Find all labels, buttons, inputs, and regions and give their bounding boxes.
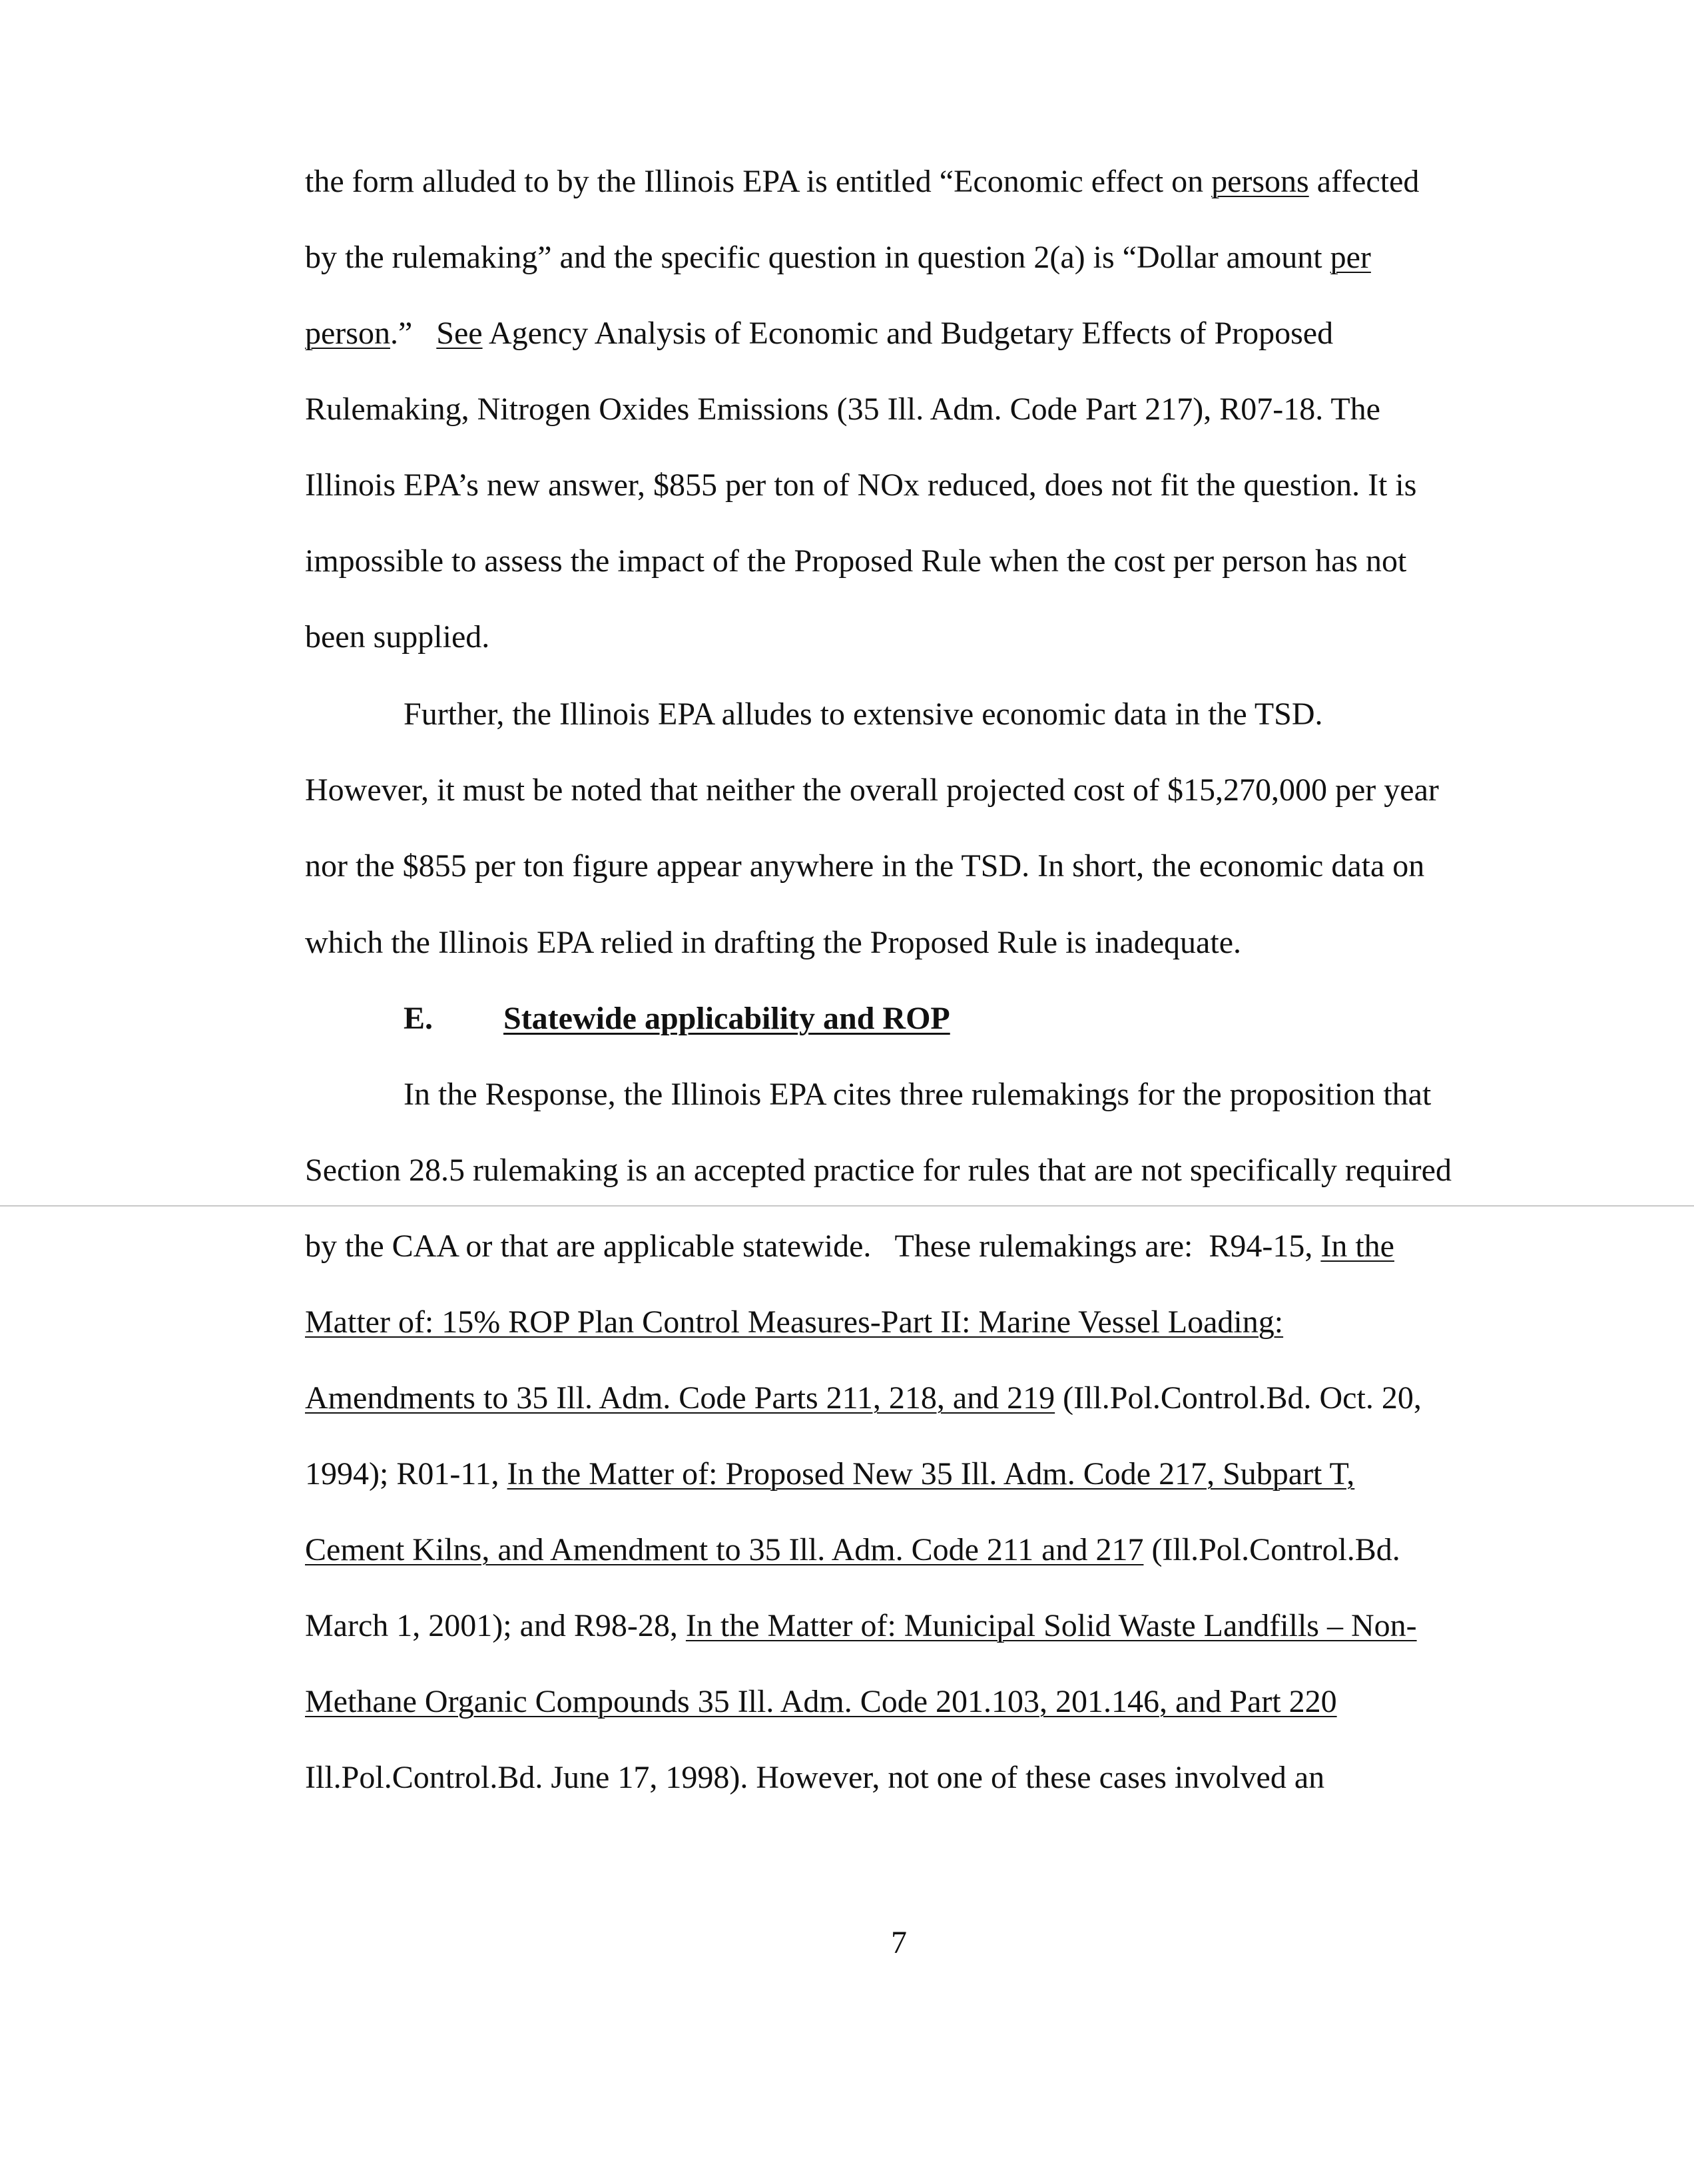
case-citation: Cement Kilns, and Amendment to 35 Ill. Adm. Code 211 and 217: [305, 1532, 1144, 1567]
underlined-term: person: [305, 316, 390, 351]
section-title: Statewide applicability and ROP: [503, 1001, 950, 1036]
text-line: [305, 162, 1419, 202]
text-line: However, it must be noted that neither the overall projected cost of $15,270,000 per year: [305, 772, 1439, 808]
case-citation: Amendments to 35 Ill. Adm. Code Parts 211, 218, and 219: [305, 1380, 1055, 1416]
text-line: nor the $855 per ton figure appear anywhere in the TSD. In short, the economic data on: [305, 848, 1425, 884]
section-letter: E.: [404, 1001, 433, 1036]
text-run: by the CAA or that are applicable statewide. These rulemakings are: R94-15,: [305, 1228, 1321, 1264]
case-citation: In the Matter of: Proposed New 35 Ill. Adm. Code 217, Subpart T,: [507, 1456, 1355, 1492]
text-line: [305, 1378, 1422, 1418]
case-citation: Matter of: 15% ROP Plan Control Measures-Part II: Marine Vessel Loading:: [305, 1304, 1284, 1340]
text-line: [305, 314, 1333, 354]
case-citation: In the: [1320, 1228, 1394, 1264]
case-citation: In the Matter of: Municipal Solid Waste Landfills – Non-: [685, 1608, 1417, 1643]
scan-divider-line: [0, 1205, 1694, 1207]
citation-signal: See: [436, 316, 483, 351]
text-run: March 1, 2001); and R98-28,: [305, 1608, 686, 1643]
case-citation: Methane Organic Compounds 35 Ill. Adm. Code 201.103, 201.146, and Part 220: [305, 1684, 1337, 1719]
text-line: been supplied.: [305, 619, 490, 655]
text-line: which the Illinois EPA relied in drafting the Proposed Rule is inadequate.: [305, 925, 1241, 960]
text-run: Agency Analysis of Economic and Budgetary Effects of Proposed: [482, 316, 1334, 351]
text-line: [305, 238, 1371, 278]
text-line: Section 28.5 rulemaking is an accepted practice for rules that are not specifically required: [305, 1153, 1452, 1188]
text-line: Further, the Illinois EPA alludes to extensive economic data in the TSD.: [404, 696, 1323, 732]
text-run: 1994); R01-11,: [305, 1456, 507, 1492]
text-run: the form alluded to by the Illinois EPA is entitled “Economic effect on: [305, 164, 1212, 199]
text-line: [305, 1606, 1417, 1646]
text-run: (Ill.Pol.Control.Bd.: [1143, 1532, 1400, 1567]
text-line: [305, 1454, 1354, 1494]
text-line: [305, 1530, 1400, 1570]
text-line: In the Response, the Illinois EPA cites three rulemakings for the proposition that: [404, 1077, 1432, 1112]
text-line: [305, 1302, 1283, 1342]
text-line: [305, 1227, 1394, 1266]
text-run: (Ill.Pol.Control.Bd. Oct. 20,: [1055, 1380, 1422, 1416]
text-line: impossible to assess the impact of the Proposed Rule when the cost per person has not: [305, 543, 1407, 579]
text-line: Illinois EPA’s new answer, $855 per ton of NOx reduced, does not fit the question. It is: [305, 467, 1417, 503]
text-line: [305, 1682, 1337, 1722]
text-line: Rulemaking, Nitrogen Oxides Emissions (35 Ill. Adm. Code Part 217), R07-18. The: [305, 392, 1380, 427]
page-number: 7: [891, 1925, 907, 1960]
text-run: .”: [390, 316, 437, 351]
text-run: affected: [1308, 164, 1420, 199]
text-line: Ill.Pol.Control.Bd. June 17, 1998). However, not one of these cases involved an: [305, 1760, 1325, 1795]
underlined-term: persons: [1211, 164, 1309, 199]
text-run: by the rulemaking” and the specific question in question 2(a) is “Dollar amount: [305, 240, 1330, 275]
underlined-term: per: [1330, 240, 1371, 275]
